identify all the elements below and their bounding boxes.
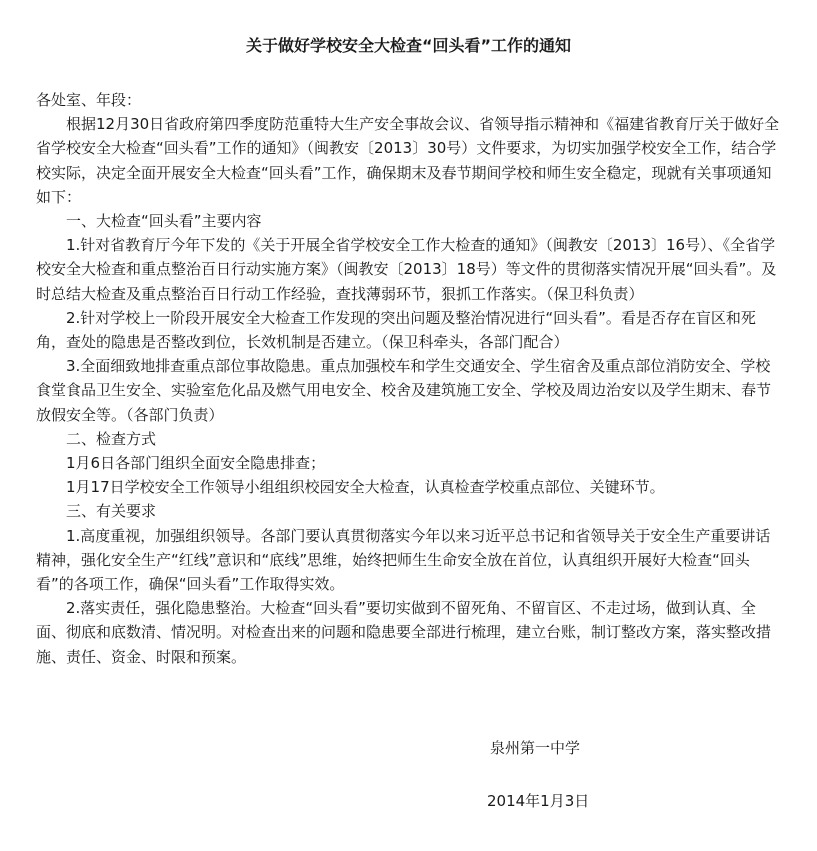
section-2-heading: 二、检查方式 <box>66 429 157 448</box>
section-1-heading: 一、大检查“回头看”主要内容 <box>66 212 262 231</box>
section-1-item-3: 3.全面细致地排查重点部位事故隐患。重点加强校车和学生交通安全、学生宿舍及重点部位消防安全、学校食堂食品卫生安全、实验室危化品及燃气用电安全、校舍及建筑施工安全、学校及周边治安以及学生期末、春节放假安全等。（各部门负责） <box>36 357 772 424</box>
section-3-item-1: 1.高度重视，加强组织领导。各部门要认真贯彻落实今年以来习近平总书记和省领导关于安全生产重要讲话精神，强化安全生产“红线”意识和“底线”思维，始终把师生生命安全放在首位，认真组织开展好大检查“回头看”的各项工作，确保“回头看”工作取得实效。 <box>36 526 771 594</box>
salutation: 各处室、年段： <box>36 91 142 109</box>
section-1-item-2: 2.针对学校上一阶段开展安全大检查工作发现的突出问题及整治情况进行“回头看”。看是否存在盲区和死角，查处的隐患是否整改到位，长效机制是否建立。（保卫科牵头，各部门配合） <box>36 308 756 352</box>
section-1-item-1: 1.针对省教育厅今年下发的《关于开展全省学校安全工作大检查的通知》（闽教安〔2013〕16号）、《全省学校安全大检查和重点整治百日行动实施方案》（闽教安〔2013〕18号）等文件的贯彻落实情况开展“回头看”。及时总结大检查及重点整治百日行动工作经验，查找薄弱环节，狠抓工作落实。（保卫科负责） <box>36 236 777 303</box>
document-body <box>36 88 781 669</box>
signature-date: 2014年1月3日 <box>487 792 590 810</box>
section-2-item-1: 1月6日各部门组织全面安全隐患排查； <box>66 454 326 473</box>
section-3-heading: 三、有关要求 <box>66 502 157 521</box>
section-3-item-2: 2.落实责任，强化隐患整治。大检查“回头看”要切实做到不留死角、不留盲区、不走过场，做到认真、全面、彻底和底数清、情况明。对检查出来的问题和隐患要全部进行梳理，建立台账，制订整改方案，落实整改措施、责任、资金、时限和预案。 <box>36 599 772 666</box>
signature-school: 泉州第一中学 <box>490 739 581 757</box>
section-2-item-2: 1月17日学校安全工作领导小组组织校园安全大检查，认真检查学校重点部位、关键环节。 <box>66 478 665 497</box>
document-title: 关于做好学校安全大检查“回头看”工作的通知 <box>245 36 572 55</box>
intro-paragraph: 根据12月30日省政府第四季度防范重特大生产安全事故会议、省领导指示精神和《福建省教育厅关于做好全省学校安全大检查“回头看”工作的通知》（闽教安〔2013〕30号）文件要求，为切实加强学校安全工作，结合学校实际，决定全面开展安全大检查“回头看”工作，确保期末及春节期间学校和师生安全稳定，现就有关事项通知如下： <box>36 115 780 206</box>
